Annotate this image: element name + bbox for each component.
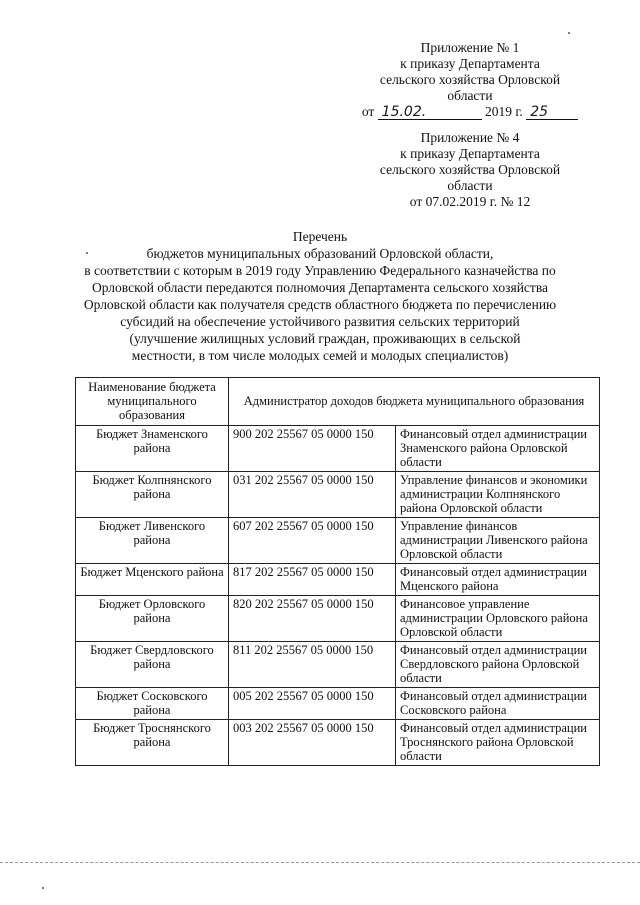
handwritten-date: 15.02. [378, 105, 482, 120]
administrator-cell: Управление финансов администрации Ливенского района Орловской области [396, 518, 600, 564]
appendix-4-date-line: от 07.02.2019 г. № 12 [409, 194, 531, 209]
appendix-1-line-2: сельского хозяйства Орловской [379, 72, 561, 87]
administrator-cell: Финансовый отдел администрации Сосковского района [396, 688, 600, 720]
revenue-code-cell: 811 202 25567 05 0000 150 [229, 642, 396, 688]
revenue-code-cell: 900 202 25567 05 0000 150 [229, 426, 396, 472]
table-row [76, 642, 600, 688]
appendix-4-title: Приложение № 4 [420, 130, 520, 145]
table-row [76, 472, 600, 518]
header-revenue-administrator: Администратор доходов бюджета муниципального образования [229, 378, 600, 426]
budget-name-cell: Бюджет Орловского района [76, 596, 229, 642]
appendix-4-line-2: сельского хозяйства Орловской [379, 162, 561, 177]
table-row [76, 688, 600, 720]
document-title-block [40, 228, 600, 364]
appendix-1-line-1: к приказу Департамента [400, 56, 540, 71]
budget-name-cell: Бюджет Знаменского района [76, 426, 229, 472]
scan-speck [86, 252, 88, 254]
budget-name-cell: Бюджет Ливенского района [76, 518, 229, 564]
year-text: 2019 г. [485, 104, 523, 119]
title-line: бюджетов муниципальных образований Орловской области, [146, 246, 494, 261]
document-heading: Перечень [292, 229, 348, 244]
scan-footer-line [0, 862, 640, 863]
table-header-row [76, 378, 600, 426]
revenue-code-cell: 003 202 25567 05 0000 150 [229, 720, 396, 766]
date-prefix: от [361, 104, 375, 119]
budget-table [75, 377, 600, 766]
table-row [76, 426, 600, 472]
title-line: местности, в том числе молодых семей и молодых специалистов) [131, 348, 509, 363]
appendix-1-block [360, 40, 580, 120]
budget-name-cell: Бюджет Сосковского района [76, 688, 229, 720]
table-body [76, 426, 600, 766]
appendix-1-date-line [360, 104, 580, 120]
revenue-code-cell: 820 202 25567 05 0000 150 [229, 596, 396, 642]
administrator-cell: Финансовый отдел администрации Свердловского района Орловской области [396, 642, 600, 688]
budget-name-cell: Бюджет Троснянского района [76, 720, 229, 766]
appendix-1-line-3: области [447, 88, 493, 103]
title-line: Орловской области передаются полномочия Департамента сельского хозяйства [91, 280, 549, 295]
scan-speck [42, 887, 44, 889]
handwritten-number: 25 [526, 105, 578, 120]
administrator-cell: Финансовое управление администрации Орловского района Орловской области [396, 596, 600, 642]
appendix-1-title: Приложение № 1 [420, 40, 520, 55]
budget-name-cell: Бюджет Колпнянского района [76, 472, 229, 518]
table-row [76, 564, 600, 596]
title-line: Орловской области как получателя средств областного бюджета по перечислению [83, 297, 557, 312]
table-row [76, 720, 600, 766]
budget-name-cell: Бюджет Мценского района [76, 564, 229, 596]
revenue-code-cell: 031 202 25567 05 0000 150 [229, 472, 396, 518]
revenue-code-cell: 817 202 25567 05 0000 150 [229, 564, 396, 596]
administrator-cell: Управление финансов и экономики администрации Колпнянского района Орловской области [396, 472, 600, 518]
administrator-cell: Финансовый отдел администрации Знаменского района Орловской области [396, 426, 600, 472]
appendix-4-line-3: области [447, 178, 493, 193]
scan-speck [568, 32, 570, 34]
title-line: в соответствии с которым в 2019 году Управлению Федерального казначейства по [84, 263, 556, 278]
appendix-4-line-1: к приказу Департамента [400, 146, 540, 161]
budget-name-cell: Бюджет Свердловского района [76, 642, 229, 688]
table-row [76, 596, 600, 642]
title-line: субсидий на обеспечение устойчивого развития сельских территорий [120, 314, 520, 329]
header-budget-name: Наименование бюджета муниципального образования [76, 378, 229, 426]
administrator-cell: Финансовый отдел администрации Мценского района [396, 564, 600, 596]
administrator-cell: Финансовый отдел администрации Троснянского района Орловской области [396, 720, 600, 766]
appendix-4-block [360, 130, 580, 210]
title-line: (улучшение жилищных условий граждан, проживающих в сельской [129, 331, 521, 346]
revenue-code-cell: 607 202 25567 05 0000 150 [229, 518, 396, 564]
table-row [76, 518, 600, 564]
revenue-code-cell: 005 202 25567 05 0000 150 [229, 688, 396, 720]
